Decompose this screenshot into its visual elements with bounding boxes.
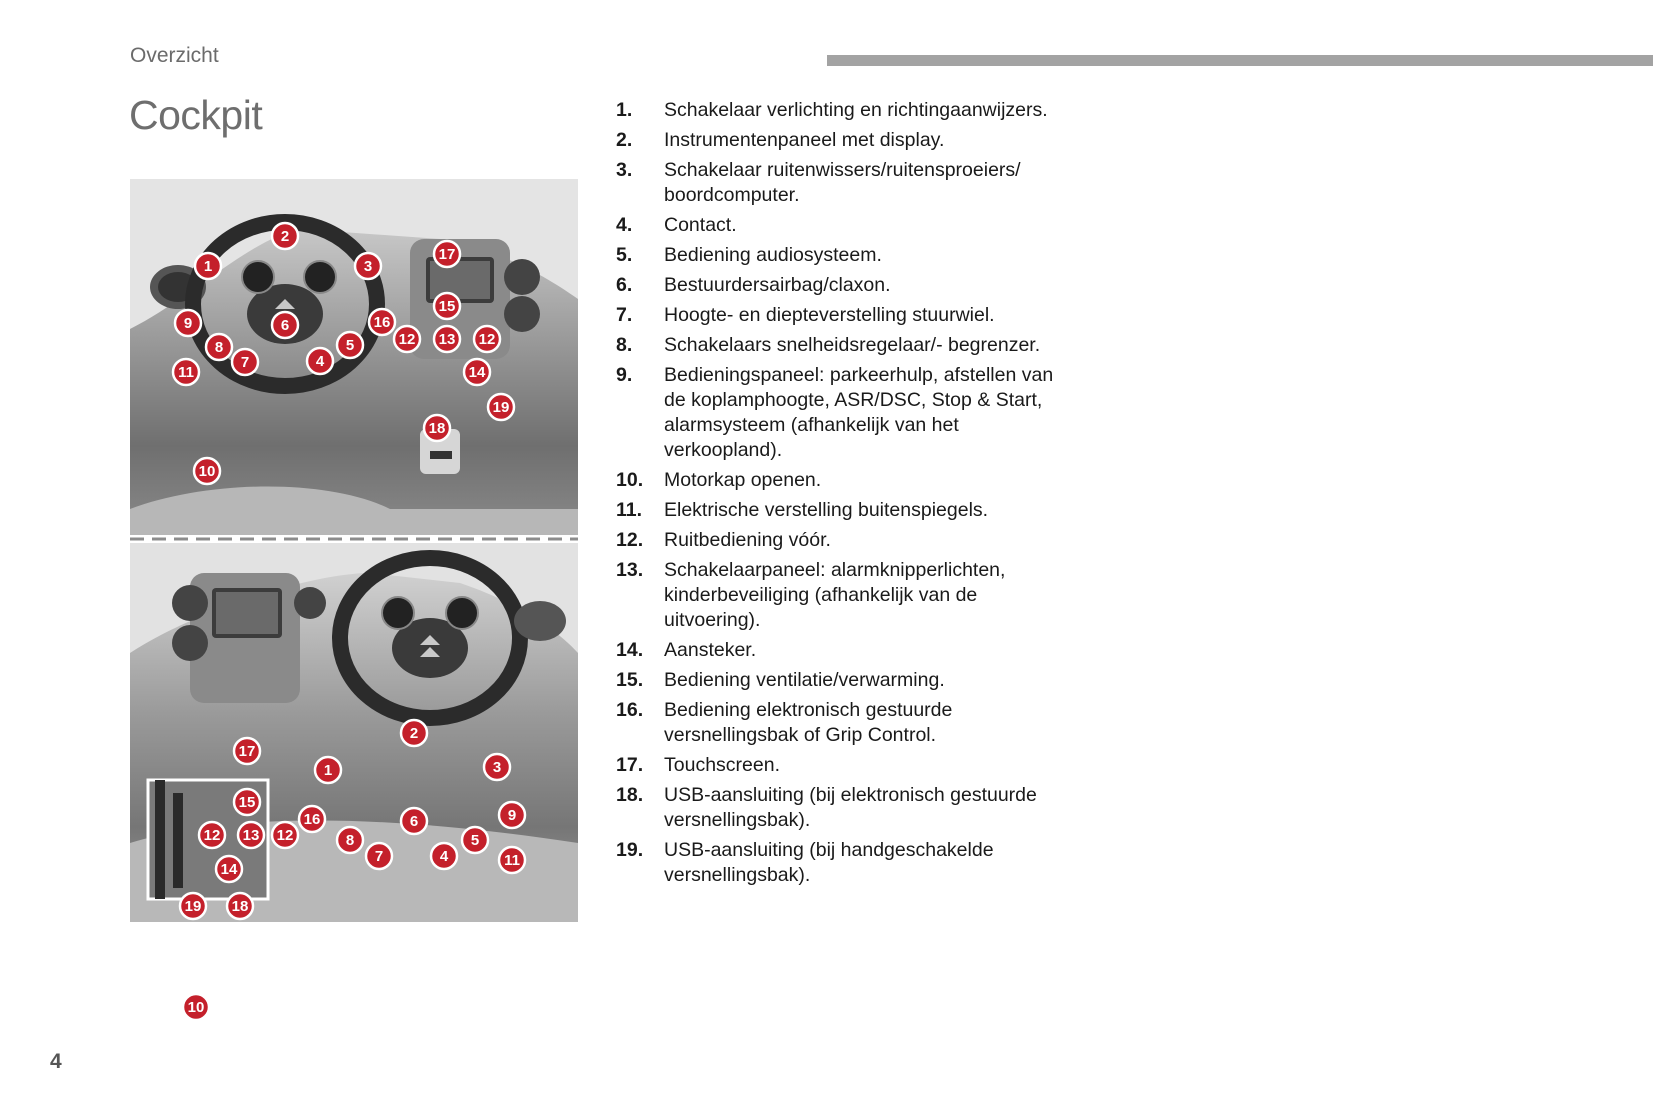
cockpit-image-lhd: [130, 179, 578, 535]
legend-item: [616, 303, 1076, 328]
callout-label: 15: [438, 298, 456, 315]
legend-item-text: Bediening ventilatie/verwarming.: [664, 669, 945, 691]
header-bar: [827, 55, 1653, 66]
callout-label: 7: [374, 848, 384, 865]
legend-item-number: 10.: [616, 469, 644, 491]
callout-label: 14: [468, 364, 486, 381]
legend-item: [616, 838, 1076, 888]
callout-label: 10: [187, 999, 205, 1016]
callout-label: 9: [183, 315, 193, 332]
callout-label: 6: [280, 317, 290, 334]
legend-item-text: USB-aansluiting (bij handgeschakelde versnellingsbak).: [664, 839, 994, 886]
legend-item-text: Elektrische verstelling buitenspiegels.: [664, 499, 989, 521]
legend-item-text: Ruitbediening vóór.: [664, 529, 831, 551]
callout-label: 14: [220, 861, 238, 878]
legend-item-text: Instrumentenpaneel met display.: [664, 129, 945, 151]
legend-item-number: 6.: [616, 274, 633, 296]
callout-label: 2: [280, 228, 290, 245]
legend-item-number: 19.: [616, 839, 644, 861]
legend-item: [616, 363, 1076, 463]
legend-item-number: 1.: [616, 99, 633, 121]
legend-item: [616, 498, 1076, 523]
legend-item-text: Bediening elektronisch gestuurde versnellingsbak of Grip Control.: [664, 699, 953, 746]
legend-item: [616, 213, 1076, 238]
callout-label: 8: [214, 339, 224, 356]
callout-label: 11: [504, 852, 520, 869]
callout-label: 1: [203, 258, 213, 275]
legend-item: [616, 333, 1076, 358]
callout-label: 4: [315, 353, 325, 370]
legend-item-number: 4.: [616, 214, 633, 236]
callout-label: 19: [492, 399, 510, 416]
legend-item-number: 14.: [616, 639, 644, 661]
callout-label: 18: [428, 420, 446, 437]
callout-label: 13: [242, 827, 260, 844]
legend-item-number: 16.: [616, 699, 644, 721]
legend-item-number: 9.: [616, 364, 633, 386]
legend-item: [616, 158, 1076, 208]
legend-item: [616, 753, 1076, 778]
callout-label: 3: [492, 759, 502, 776]
callout-label: 16: [303, 811, 321, 828]
callout-label: 17: [238, 743, 256, 760]
callout-label: 17: [438, 246, 456, 263]
cockpit-illustration: [130, 179, 578, 1016]
legend-item-text: Bediening audiosysteem.: [664, 244, 882, 266]
callout-label: 16: [373, 314, 391, 331]
callout-label: 13: [438, 331, 456, 348]
legend-item-text: Bedieningspaneel: parkeerhulp, afstellen van de koplamphoogte, ASR/DSC, Stop & Start, alarmsysteem (afhankelijk van het verkoopland).: [664, 364, 1054, 461]
callout-label: 18: [231, 898, 249, 915]
legend-item-number: 12.: [616, 529, 644, 551]
legend-item-text: Schakelaar ruitenwissers/ruitensproeiers/ boordcomputer.: [664, 159, 1021, 206]
legend-item-text: Schakelaarpaneel: alarmknipperlichten, kinderbeveiliging (afhankelijk van de uitvoering).: [664, 559, 1006, 631]
legend-item: [616, 668, 1076, 693]
callout-label: 7: [240, 354, 250, 371]
legend-item-number: 3.: [616, 159, 633, 181]
legend-item-text: Schakelaar verlichting en richtingaanwijzers.: [664, 99, 1048, 121]
legend-item-text: Contact.: [664, 214, 737, 236]
legend-item-number: 8.: [616, 334, 633, 356]
legend-item: [616, 98, 1076, 123]
legend-item-text: USB-aansluiting (bij elektronisch gestuurde versnellingsbak).: [664, 784, 1037, 831]
legend-item-text: Aansteker.: [664, 639, 757, 661]
legend-item-number: 18.: [616, 784, 644, 806]
legend-item: [616, 468, 1076, 493]
callout-label: 8: [345, 832, 355, 849]
legend-item-number: 17.: [616, 754, 644, 776]
legend-item-text: Touchscreen.: [664, 754, 780, 776]
page-title: Cockpit: [129, 92, 263, 138]
legend-item-number: 2.: [616, 129, 633, 151]
callout-label: 12: [478, 331, 496, 348]
legend-item: [616, 558, 1076, 633]
legend-item-number: 7.: [616, 304, 633, 326]
legend-item: [616, 243, 1076, 268]
callout-label: 15: [238, 794, 256, 811]
callout-label: 12: [203, 827, 221, 844]
callout-label: 4: [439, 848, 449, 865]
callout-label: 2: [409, 725, 419, 742]
legend-item: [616, 638, 1076, 663]
legend-item: [616, 528, 1076, 553]
legend-item-number: 11.: [616, 499, 643, 521]
callout-label: 3: [363, 258, 373, 275]
legend-item: [616, 698, 1076, 748]
legend-item: [616, 128, 1076, 153]
callout-label: 10: [198, 463, 216, 480]
legend-item-number: 5.: [616, 244, 633, 266]
callout-label: 12: [276, 827, 294, 844]
legend-item-number: 15.: [616, 669, 644, 691]
callout-label: 19: [184, 898, 202, 915]
callout-label: 5: [345, 337, 355, 354]
legend-item-text: Hoogte- en diepteverstelling stuurwiel.: [664, 304, 995, 326]
callout-label: 1: [323, 762, 333, 779]
section-label: Overzicht: [130, 44, 219, 67]
legend-item-text: Schakelaars snelheidsregelaar/- begrenzer.: [664, 334, 1041, 356]
callout-label: 9: [507, 807, 517, 824]
legend-item-text: Bestuurdersairbag/claxon.: [664, 274, 891, 296]
callout-label: 11: [178, 364, 194, 381]
callout-label: 6: [409, 813, 419, 830]
legend-item-number: 13.: [616, 559, 644, 581]
legend-item-text: Motorkap openen.: [664, 469, 822, 491]
legend-item: [616, 783, 1076, 833]
page-number: 4: [50, 1050, 62, 1073]
legend-list: [616, 98, 1076, 893]
callout-label: 5: [470, 832, 480, 849]
divider: [130, 536, 578, 542]
cockpit-image-rhd: [130, 543, 578, 1016]
legend-item: [616, 273, 1076, 298]
callout-label: 12: [398, 331, 416, 348]
